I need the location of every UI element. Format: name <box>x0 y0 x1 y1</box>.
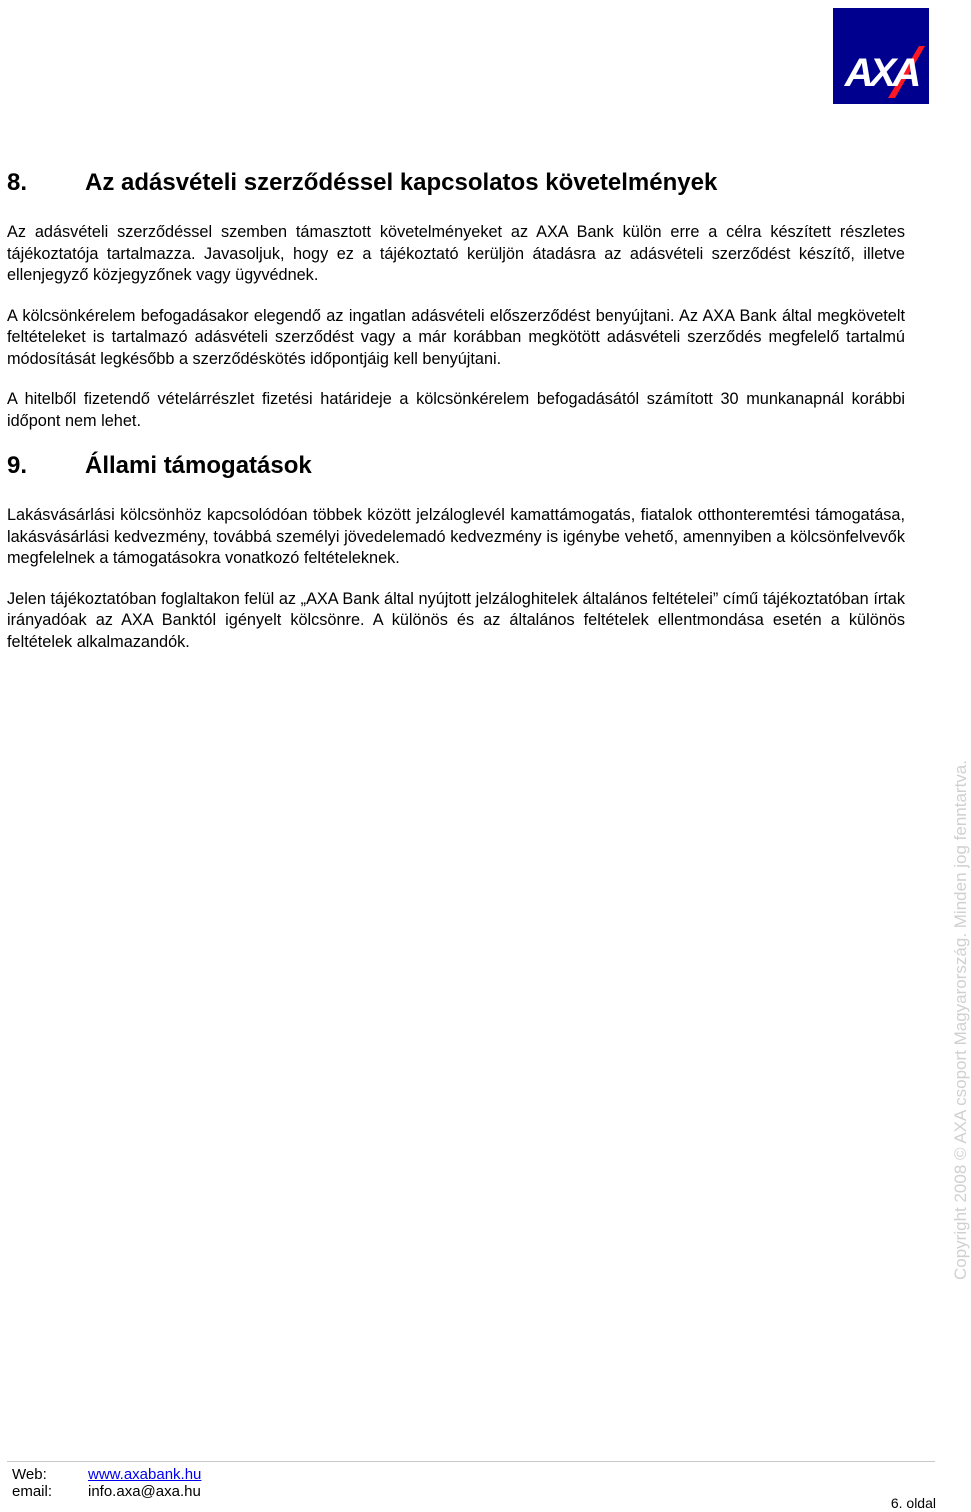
section-8-paragraph-2: A kölcsönkérelem befogadásakor elegendő az ingatlan adásvételi előszerződést benyújtani. Az AXA Bank által megkövetelt feltételeket is tartalmazó adásvételi szerződést vagy a már korábban megkötött adásvételi szerződés megfelelő tartalmú módosítását legkésőbb a szerződéskötés időpontjáig kell benyújtani. <box>7 306 905 368</box>
footer <box>12 1466 201 1500</box>
page-number: 6. oldal <box>890 1495 936 1511</box>
section-8-title: Az adásvételi szerződéssel kapcsolatos követelmények <box>85 169 718 196</box>
axa-logo-mark <box>833 8 929 104</box>
section-8-number: 8. <box>7 169 28 196</box>
copyright-watermark: Copyright 2008 © AXA csoport Magyarország. Minden jog fenntartva. <box>951 760 970 1280</box>
document-body <box>7 168 905 653</box>
footer-divider <box>7 1461 935 1462</box>
logo-text: AXA <box>844 51 918 95</box>
footer-web-link[interactable]: www.axabank.hu <box>88 1466 202 1483</box>
footer-web-label: Web: <box>12 1466 47 1483</box>
section-8-paragraph-1: Az adásvételi szerződéssel szemben támasztott követelményeket az AXA Bank külön erre a célra készített részletes tájékoztatója tartalmazza. Javasoljuk, hogy ez a tájékoztató kerüljön átadásra az adásvételi szerződést készítő, illetve ellenjegyző közjegyzőnek vagy ügyvédnek. <box>7 223 905 284</box>
section-9-heading <box>7 451 905 481</box>
footer-email-label: email: <box>12 1483 53 1500</box>
section-9-paragraph-1: Lakásvásárlási kölcsönhöz kapcsolódóan többek között jelzáloglevél kamattámogatás, fiatalok otthonteremtési támogatása, lakásvásárlási kedvezmény, továbbá személyi jövedelemadó kedvezmény is igénybe vehető, amennyiben a kölcsönfelvevők megfelelnek a támogatásokra vonatkozó feltételeknek. <box>7 506 905 567</box>
section-8-paragraph-3: A hitelből fizetendő vételárrészlet fizetési határideje a kölcsönkérelem befogadásától számított 30 munkanapnál korábbi időpont nem lehet. <box>7 390 905 430</box>
footer-email-row <box>12 1483 201 1500</box>
footer-email-value[interactable]: info.axa@axa.hu <box>88 1483 201 1500</box>
axa-logo <box>833 8 929 104</box>
section-9-number: 9. <box>7 452 28 479</box>
section-9-paragraph-2: Jelen tájékoztatóban foglaltakon felül az „AXA Bank által nyújtott jelzáloghitelek általános feltételei” című tájékoztatóban írtak irányadóak az AXA Banktól igényelt kölcsönre. A különös és az általános feltételek ellentmondása esetén a különös feltételek alkalmazandók. <box>7 589 905 651</box>
section-8-heading <box>7 168 905 198</box>
section-9-title: Állami támogatások <box>85 452 312 479</box>
footer-web-row <box>12 1466 201 1483</box>
